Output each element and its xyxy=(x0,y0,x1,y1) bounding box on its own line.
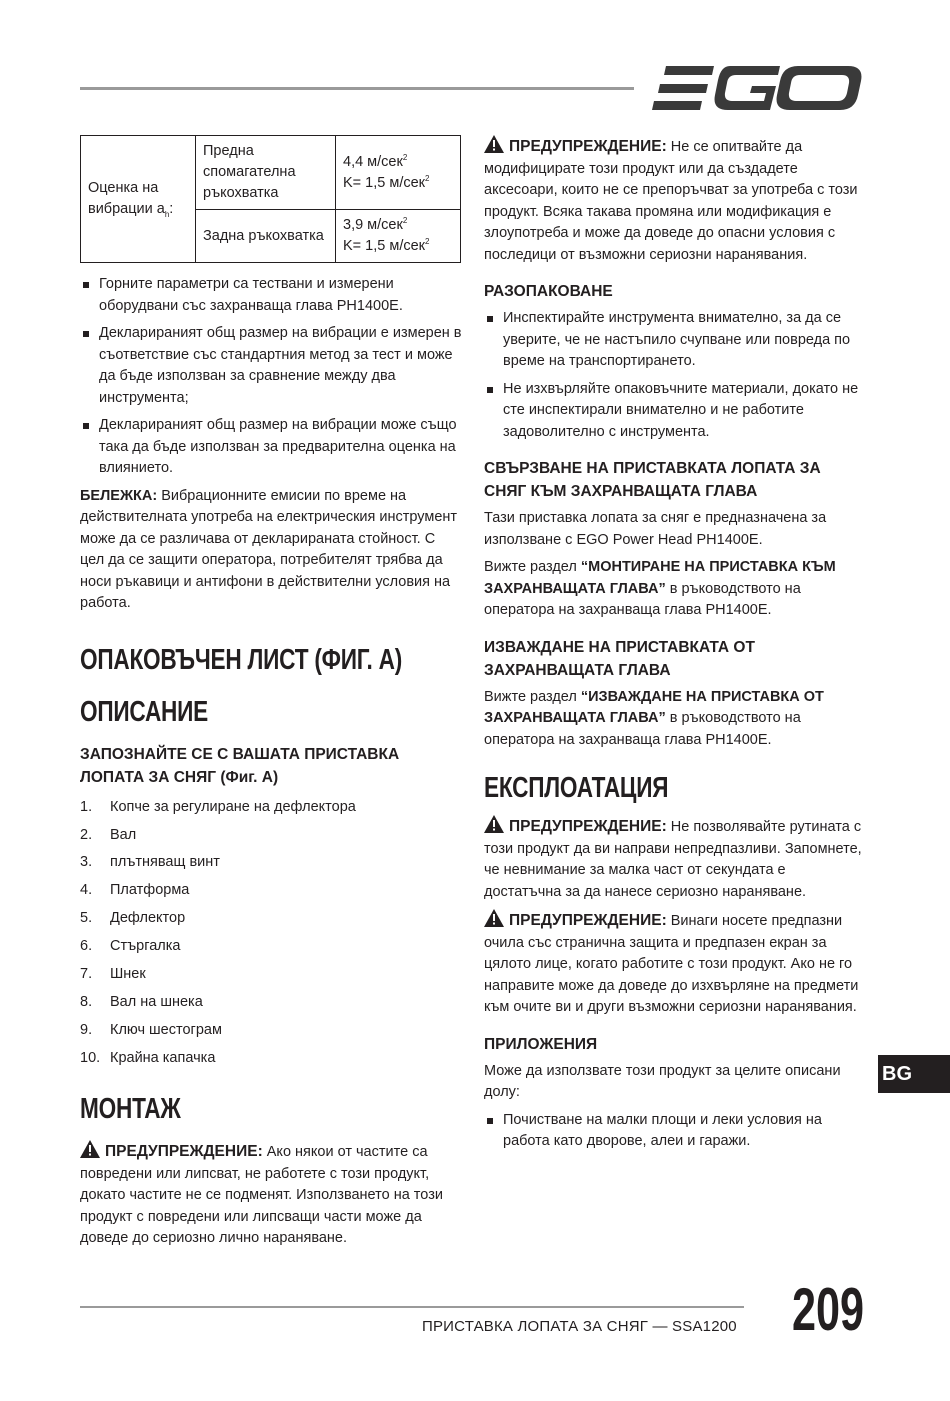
item-label: Стъргалка xyxy=(110,938,181,955)
operation-warning-2 xyxy=(484,909,862,1019)
warning-text: Ако някои от частите са повредени или липсват, не работете с този продукт, докато частите не се подменят. Използването на този продукт с повредени или липсващи части може да доведе до сериозно лично нараняване. xyxy=(80,1144,443,1247)
know-heading: ЗАПОЗНАЙТЕ СЕ С ВАШАТА ПРИСТАВКА ЛОПАТА ЗА СНЯГ (Фиг. А) xyxy=(80,745,400,786)
text-span: в ръководството на оператора на захранваща глава PH1400E. xyxy=(484,580,801,618)
text-span: Вижте раздел xyxy=(484,688,581,705)
note-text: Вибрационните емисии по време на действителната употреба на електрическия инструмент може да се различава от декларираната стойност. С цел да се защити оператора, потребителят трябва да носи ръкавици и антифони в действителни условия на работа. xyxy=(80,487,458,611)
unpacking-list xyxy=(484,308,862,443)
parts-list xyxy=(80,794,462,1073)
uncertainty-value: K= 1,5 м/сек xyxy=(343,174,426,191)
vibration-table xyxy=(80,135,461,263)
unpacking-heading: РАЗОПАКОВАНЕ xyxy=(484,283,613,300)
item-number: 9. xyxy=(80,1021,93,1038)
item-number: 10. xyxy=(80,1049,101,1066)
modification-warning xyxy=(484,135,862,266)
value-cell xyxy=(336,136,461,210)
assembly-warning xyxy=(80,1140,462,1250)
vibration-label-sub: h xyxy=(164,209,170,219)
note-paragraph xyxy=(80,486,462,615)
warning-label: ПРЕДУПРЕЖДЕНИЕ: xyxy=(509,912,667,929)
text-span: Вижте раздел xyxy=(484,559,581,575)
vibration-value: 4,4 м/сек xyxy=(343,153,403,170)
warning-icon xyxy=(484,815,504,833)
warning-label: ПРЕДУПРЕЖДЕНИЕ: xyxy=(509,818,667,835)
vibration-value-sup: 2 xyxy=(402,216,408,226)
list-item xyxy=(80,1045,462,1073)
section-reference: “ИЗВАЖДАНЕ НА ПРИСТАВКА ОТ ЗАХРАНВАЩАТА ГЛАВА” xyxy=(484,688,824,726)
item-label: Ключ шестограм xyxy=(110,1021,222,1038)
language-tab: BG xyxy=(878,1055,950,1093)
item-number: 7. xyxy=(80,966,93,983)
item-label: Платформа xyxy=(110,882,190,899)
list-item xyxy=(80,877,462,905)
item-number: 4. xyxy=(80,882,93,899)
warning-label: ПРЕДУПРЕЖДЕНИЕ: xyxy=(105,1143,263,1161)
uncertainty-sup: 2 xyxy=(425,173,430,183)
text-span: в ръководството на оператора на захранваща глава PH1400E. xyxy=(484,710,801,748)
item-number: 8. xyxy=(80,993,93,1010)
list-item: Не изхвърляйте опаковъчните материали, докато не сте инспектирали внимателно и не работите задоволително с инструмента. xyxy=(484,379,862,444)
remove-paragraph xyxy=(484,687,862,752)
vibration-label-suffix: : xyxy=(169,201,174,217)
operation-warning-1 xyxy=(484,815,862,903)
list-item xyxy=(80,961,462,989)
attach-paragraph-1: Тази приставка лопата за сняг е предназначена за използване с EGO Power Head PH1400E. xyxy=(484,510,827,548)
list-item xyxy=(80,849,462,877)
warning-icon xyxy=(484,909,504,927)
item-label: Копче за регулиране на дефлектора xyxy=(110,798,356,815)
item-number: 6. xyxy=(80,938,93,955)
header-rule xyxy=(80,87,634,90)
item-label: Дефлектор xyxy=(110,910,186,927)
uncertainty-value: K= 1,5 м/сек xyxy=(343,238,426,254)
footer-rule xyxy=(80,1306,744,1308)
attach-heading: СВЪРЗВАНЕ НА ПРИСТАВКАТА ЛОПАТА ЗА СНЯГ КЪМ ЗАХРАНВАЩАТА ГЛАВА xyxy=(484,460,821,500)
page-number: 209 xyxy=(792,1276,865,1343)
item-label: Крайна капачка xyxy=(110,1049,216,1066)
item-number: 5. xyxy=(80,910,93,927)
warning-icon xyxy=(80,1140,100,1158)
item-label: Вал на шнека xyxy=(110,993,203,1010)
list-item: Декларираният общ размер на вибрации е измерен в съответствие със стандартния метод за тест и може да бъде използван за сравнение между два инструмента; xyxy=(80,323,462,409)
left-column xyxy=(80,135,462,1256)
applications-paragraph: Може да използвате този продукт за целите описани долу: xyxy=(484,1062,841,1100)
list-item xyxy=(80,794,462,822)
warning-text: Не позволявайте рутината с този продукт да ви направи непредпазливи. Запомнете, че невнимание за малка част от секундата е достатъчна за да нанесе сериозно нараняване. xyxy=(484,819,862,900)
vibration-value-sup: 2 xyxy=(402,152,408,162)
warning-text: Винаги носете предпазни очила със странична защита и предпазен екран за цялото лице, когато работите с този продукт. Ако не го направите може да доведе до изхвърляне на предмети към очите ви и други възможни сериозни наранявания. xyxy=(484,913,859,1015)
footer-title: ПРИСТАВКА ЛОПАТА ЗА СНЯГ — SSA1200 xyxy=(422,1318,737,1335)
list-item xyxy=(80,933,462,961)
list-item: Декларираният общ размер на вибрации може също така да бъде използван за предварителна оценка на влиянието. xyxy=(80,415,462,480)
warning-text: Не се опитвайте да модифицирате този продукт или да създадете аксесоари, които не се препоръчват за употреба с този продукт. Всяка такава промяна или модификация е злоупотреба и може да доведе до опасни условия с последици от възможни сериозни наранявания. xyxy=(484,139,858,263)
applications-list xyxy=(484,1110,862,1153)
section-reference: “МОНТИРАНЕ НА ПРИСТАВКА КЪМ ЗАХРАНВАЩАТА ГЛАВА” xyxy=(484,559,836,597)
item-number: 3. xyxy=(80,854,93,871)
list-item: Инспектирайте инструмента внимателно, за да се уверите, че не настъпило счупване или повреда по време на транспортирането. xyxy=(484,308,862,373)
value-cell xyxy=(336,210,461,263)
vibration-value: 3,9 м/сек xyxy=(343,217,403,233)
attach-paragraph-2 xyxy=(484,557,862,622)
remove-heading: ИЗВАЖДАНЕ НА ПРИСТАВКАТА ОТ ЗАХРАНВАЩАТА ГЛАВА xyxy=(484,638,755,679)
vibration-label: Оценка на вибрации a xyxy=(88,180,165,217)
warning-label: ПРЕДУПРЕЖДЕНИЕ: xyxy=(509,138,667,155)
list-item xyxy=(80,905,462,933)
list-item: Горните параметри са тествани и измерени оборудвани със захранваща глава PH1400E. xyxy=(80,274,462,317)
description-heading: ОПИСАНИЕ xyxy=(80,695,209,728)
assembly-heading: МОНТАЖ xyxy=(80,1093,181,1126)
list-item: Почистване на малки площи и леки условия на работа като дворове, алеи и гаражи. xyxy=(484,1110,862,1153)
right-column xyxy=(484,135,862,1159)
vibration-notes-list xyxy=(80,274,462,480)
handle-cell: Задна ръкохватка xyxy=(196,210,336,263)
list-item xyxy=(80,989,462,1017)
ego-logo xyxy=(652,64,862,112)
item-label: Вал xyxy=(110,826,137,843)
packing-heading: ОПАКОВЪЧЕН ЛИСТ (ФИГ. А) xyxy=(80,643,402,676)
note-label: БЕЛЕЖКА: xyxy=(80,487,158,504)
item-label: Шнек xyxy=(110,966,146,983)
list-item xyxy=(80,821,462,849)
item-number: 1. xyxy=(80,798,93,815)
warning-icon xyxy=(484,135,504,153)
handle-cell: Предна спомагателна ръкохватка xyxy=(196,136,336,210)
item-number: 2. xyxy=(80,826,93,843)
item-label: плътняващ винт xyxy=(110,854,220,871)
vibration-label-cell xyxy=(81,136,196,263)
list-item xyxy=(80,1017,462,1045)
operation-heading: ЕКСПЛОАТАЦИЯ xyxy=(484,772,669,804)
applications-heading: ПРИЛОЖЕНИЯ xyxy=(484,1035,598,1053)
uncertainty-sup: 2 xyxy=(425,237,430,247)
